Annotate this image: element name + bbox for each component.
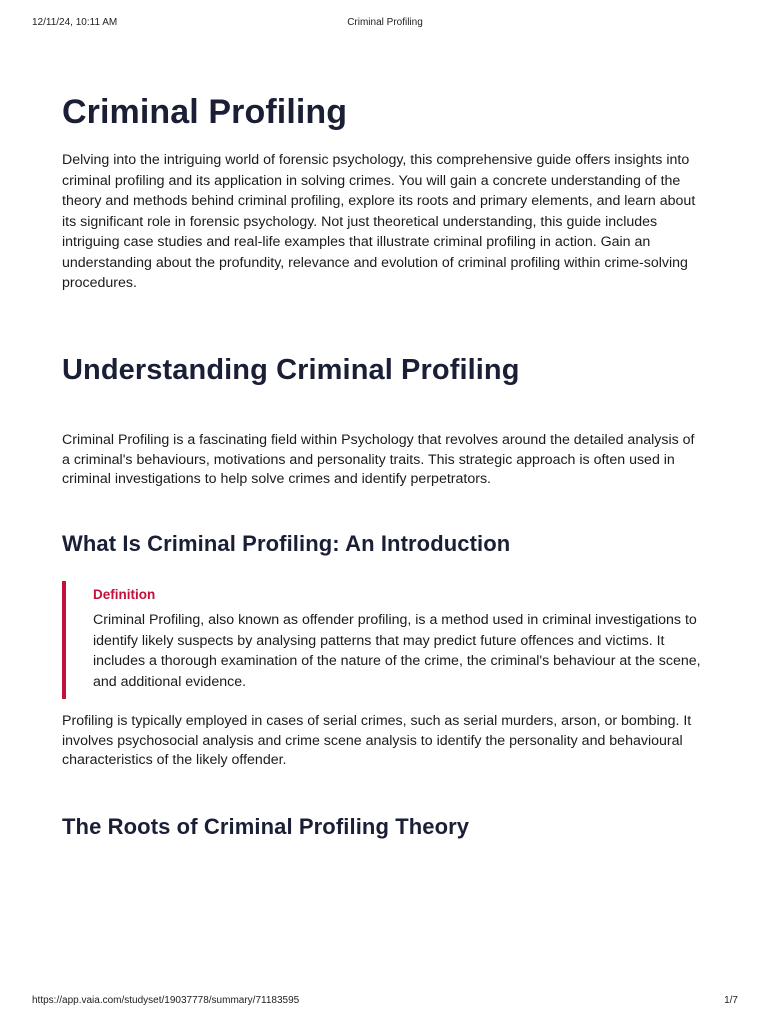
page-title: Criminal Profiling — [62, 93, 348, 131]
definition-label: Definition — [93, 587, 156, 602]
intro-paragraph: Delving into the intriguing world of forensic psychology, this comprehensive guide offers insights into criminal profiling and its application in solving crimes. You will gain a concrete understanding of the theory and methods behind criminal profiling, explore its roots and primary elements, and learn about its significant role in forensic psychology. Not just theoretical understanding, this guide includes intriguing case studies and real-life examples that illustrate criminal profiling in action. Gain an understanding about the profundity, relevance and evolution of criminal profiling within crime-solving procedures. — [62, 152, 696, 291]
section-heading-understanding: Understanding Criminal Profiling — [62, 354, 520, 386]
print-footer — [32, 995, 738, 1009]
understanding-paragraph: Criminal Profiling is a fascinating field within Psychology that revolves around the detailed analysis of a criminal's behaviours, motivations and personality traits. This strategic approach is often used in criminal investigations to help solve crimes and identify perpetrators. — [62, 432, 695, 487]
subsection-heading-introduction: What Is Criminal Profiling: An Introduction — [62, 531, 511, 556]
subsection-heading-roots: The Roots of Criminal Profiling Theory — [62, 814, 470, 839]
definition-text: Criminal Profiling, also known as offender profiling, is a method used in criminal investigations to identify likely suspects by analysing patterns that may predict future offences and victims. It includes a thorough examination of the nature of the crime, the criminal's behaviour at the scene, and additional evidence. — [93, 612, 701, 690]
print-url: https://app.vaia.com/studyset/19037778/summary/71183595 — [32, 995, 300, 1006]
print-datetime: 12/11/24, 10:11 AM — [32, 17, 118, 28]
print-header — [32, 17, 738, 31]
print-page-title: Criminal Profiling — [347, 17, 423, 28]
print-page-number: 1/7 — [724, 995, 738, 1006]
profiling-paragraph: Profiling is typically employed in cases of serial crimes, such as serial murders, arson, or bombing. It involves psychosocial analysis and crime scene analysis to identify the personality and behavioural characteristics of the likely offender. — [62, 713, 692, 768]
definition-callout — [62, 581, 706, 699]
